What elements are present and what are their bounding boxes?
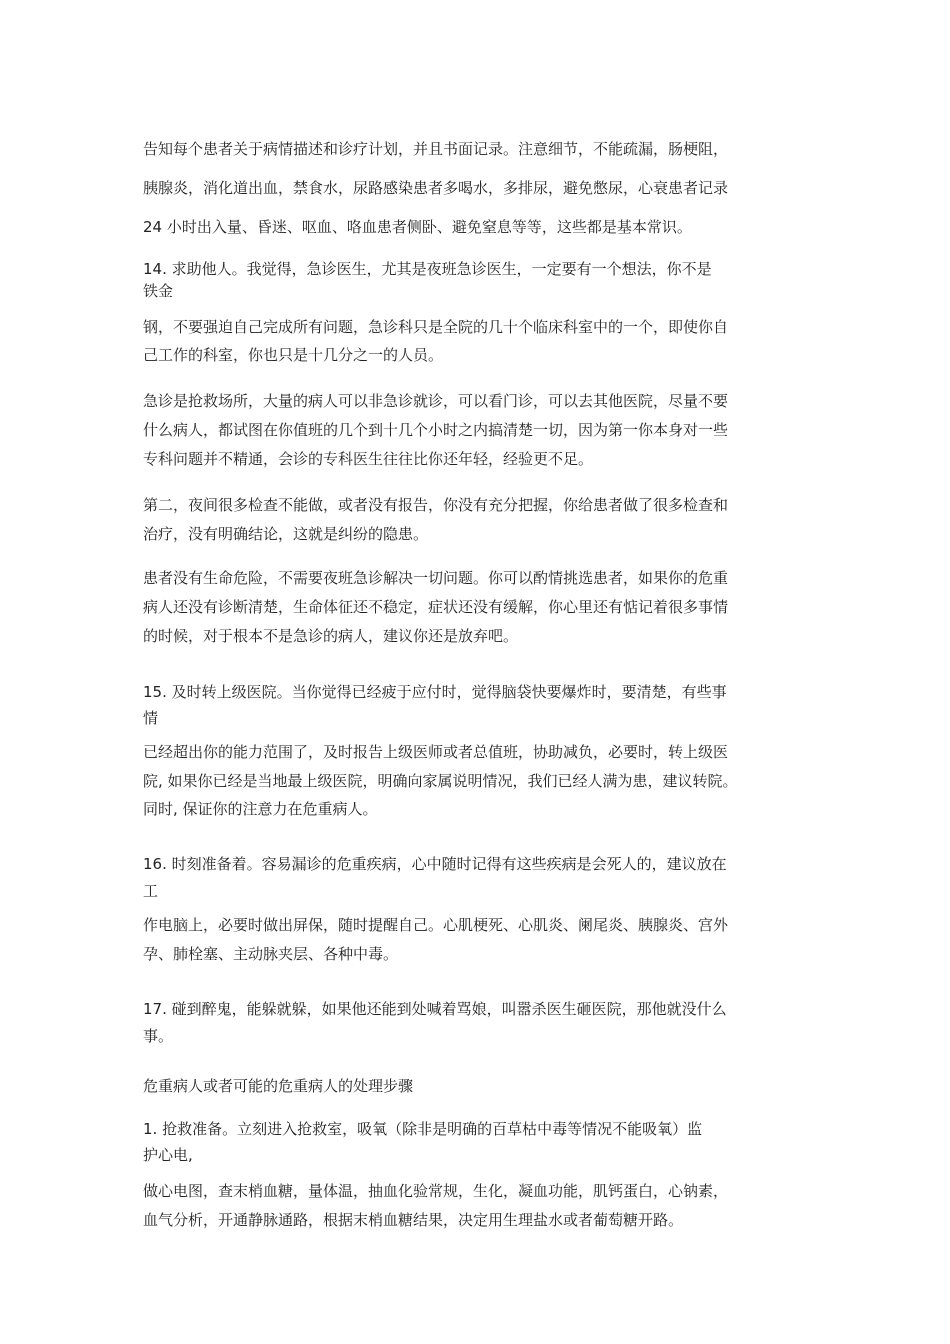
text-line: 病人还没有诊断清楚，生命体征还不稳定，症状还没有缓解，你心里还有惦记着很多事情 (143, 598, 729, 616)
text-line: 血气分析，开通静脉通路，根据末梢血糖结果，决定用生理盐水或者葡萄糖开路。 (143, 1211, 684, 1229)
text-line: 1. 抢救准备。立刻进入抢救室，吸氧（除非是明确的百草枯中毒等情况不能吸氧）监 (143, 1120, 703, 1138)
text-line: 患者没有生命危险，不需要夜班急诊解决一切问题。你可以酌情挑选患者，如果你的危重 (143, 569, 729, 587)
text-line: 急诊是抢救场所，大量的病人可以非急诊就诊，可以看门诊，可以去其他医院，尽量不要 (143, 392, 729, 410)
text-line: 院, 如果你已经是当地最上级医院，明确向家属说明情况，我们已经人满为患，建议转院。 (143, 772, 738, 790)
text-line: 第二，夜间很多检查不能做，或者没有报告，你没有充分把握，你给患者做了很多检查和 (143, 496, 729, 514)
text-line: 15. 及时转上级医院。当你觉得已经疲于应付时，觉得脑袋快要爆炸时，要清楚，有些事 (143, 683, 727, 701)
text-line: 什么病人，都试图在你值班的几个到十几个小时之内搞清楚一切，因为第一你本身对一些 (143, 421, 729, 439)
text-line: 护心电, (143, 1146, 193, 1164)
text-line: 的时候，对于根本不是急诊的病人，建议你还是放弃吧。 (143, 627, 519, 645)
text-line: 作电脑上，必要时做出屏保，随时提醒自己。心肌梗死、心肌炎、阑尾炎、胰腺炎、宫外 (143, 916, 729, 934)
text-line: 已经超出你的能力范围了，及时报告上级医师或者总值班，协助减负，必要时，转上级医 (143, 743, 729, 761)
text-line: 胰腺炎，消化道出血，禁食水，尿路感染患者多喝水，多排尿，避免憋尿，心衰患者记录 (143, 179, 729, 197)
text-line: 事。 (143, 1027, 174, 1045)
text-line: 孕、肺栓塞、主动脉夹层、各种中毒。 (143, 945, 399, 963)
text-line: 专科问题并不精通，会诊的专科医生往往比你还年轻，经验更不足。 (143, 450, 594, 468)
section-heading: 危重病人或者可能的危重病人的处理步骤 (143, 1077, 414, 1095)
text-line: 己工作的科室，你也只是十几分之一的人员。 (143, 346, 444, 364)
text-line: 14. 求助他人。我觉得，急诊医生，尤其是夜班急诊医生，一定要有一个想法，你不是 (143, 260, 712, 278)
text-line: 16. 时刻准备着。容易漏诊的危重疾病，心中随时记得有这些疾病是会死人的，建议放在 (143, 855, 727, 873)
text-line: 17. 碰到醉鬼，能躲就躲，如果他还能到处喊着骂娘，叫嚣杀医生砸医院，那他就没什么 (143, 1000, 727, 1018)
text-line: 24 小时出入量、昏迷、呕血、咯血患者侧卧、避免窒息等等，这些都是基本常识。 (143, 218, 692, 236)
text-line: 做心电图，查末梢血糖，量体温，抽血化验常规，生化，凝血功能，肌钙蛋白，心钠素， (143, 1182, 729, 1200)
text-line: 告知每个患者关于病情描述和诊疗计划，并且书面记录。注意细节，不能疏漏，肠梗阻， (143, 140, 729, 158)
text-line: 钢，不要强迫自己完成所有问题，急诊科只是全院的几十个临床科室中的一个，即使你自 (143, 318, 729, 336)
text-line: 铁金 (143, 282, 174, 300)
text-line: 工 (143, 882, 159, 900)
text-line: 情 (143, 709, 159, 727)
text-line: 同时, 保证你的注意力在危重病人。 (143, 800, 378, 818)
text-line: 治疗，没有明确结论，这就是纠纷的隐患。 (143, 525, 429, 543)
